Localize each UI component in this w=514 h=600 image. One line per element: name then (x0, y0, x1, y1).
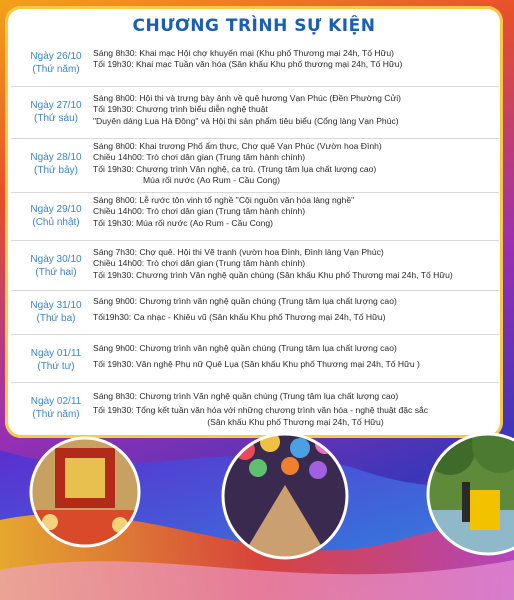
day-events (93, 247, 498, 281)
event-line: Múa rối nước (Ao Rum - Cầu Cong) (143, 174, 280, 185)
day-row (11, 290, 499, 335)
event-line: Chiều 14h00: Trò chơi dân gian (Trung tâm hành chính) (93, 152, 306, 163)
event-line: Sáng 8h00: Lễ rước tôn vinh tổ nghề "Cội nguồn văn hóa làng nghề" (93, 195, 355, 205)
event-line: (Sân khấu Khu phố Thương mại 24h, Tố Hữu) (207, 416, 384, 427)
event-line: Tối 19h30: Chương trình Văn nghệ quần chúng (Sân khấu Khu phố Thương mại 24h, Tố Hữu) (93, 269, 453, 280)
event-line: Sáng 8h00: Hội thi và trưng bày ảnh về quê hương Vạn Phúc (Đền Phường Cửi) (93, 93, 402, 103)
day-date-block (21, 253, 91, 279)
event-line: Tối 19h30: Chương trình Văn nghệ, ca trù. (Trung tâm lụa chất lượng cao) (93, 163, 377, 174)
day-weekday: (Chủ nhật) (32, 217, 80, 228)
event-line: Sáng 8h00: Khai trương Phố ẩm thực, Chợ quê Vạn Phúc (Vườn hoa Đình) (93, 141, 382, 151)
day-weekday: (Thứ bảy) (34, 165, 78, 176)
event-line: Tối 19h30: Tổng kết tuần văn hóa với những chương trình văn hóa - nghệ thuật đặc sắc (93, 405, 429, 416)
event-line: Tối 19h30: Khai mạc Tuần văn hóa (Sân khấu Khu phố thương mại 24h, Tố Hữu) (93, 59, 403, 70)
day-events (93, 195, 498, 229)
event-line: Chiều 14h00: Trò chơi dân gian (Trung tâm hành chính) (93, 206, 306, 217)
day-events (93, 343, 498, 371)
day-row (11, 86, 499, 137)
event-line: Tối19h30: Ca nhạc - Khiêu vũ (Sân khấu Khu phố Thương mại 24h, Tố Hữu) (93, 312, 386, 323)
day-events (93, 141, 498, 186)
event-line: "Duyên dáng Lụa Hà Đông" và Hội thi sản phẩm tiêu biểu (Cổng làng Vạn Phúc) (93, 115, 399, 126)
event-line: Sáng 8h30: Chương trình Văn nghệ quần chúng (Trung tâm lụa chất lượng cao) (93, 391, 399, 401)
day-date: Ngày 27/10 (30, 100, 82, 111)
day-weekday: (Thứ hai) (35, 267, 77, 278)
day-weekday: (Thứ tư) (37, 361, 75, 372)
event-line: Sáng 9h00: Chương trình văn nghệ quần chúng (Trung tâm lụa chất lượng cao) (93, 296, 397, 306)
day-weekday: (Thứ năm) (32, 409, 80, 420)
page-title: CHƯƠNG TRÌNH SỰ KIỆN (132, 16, 376, 36)
event-line: Tối 19h30: Chương trình biểu diễn nghệ thuật (93, 104, 268, 115)
day-date: Ngày 31/10 (30, 300, 82, 311)
day-weekday: (Thứ năm) (32, 64, 80, 75)
day-events (93, 296, 498, 324)
event-line: Chiều 14h00: Trò chơi dân gian (Trung tâm hành chính) (93, 258, 306, 269)
day-events (93, 48, 498, 71)
decorative-footer (0, 430, 514, 600)
day-date: Ngày 30/10 (30, 254, 82, 265)
event-line: Sáng 9h00: Chương trình văn nghệ quần chúng (Trung tâm lụa chất lượng cao) (93, 343, 397, 353)
day-date: Ngày 29/10 (30, 204, 82, 215)
day-date: Ngày 02/11 (30, 396, 82, 407)
day-date: Ngày 26/10 (30, 51, 82, 62)
day-date-block (21, 347, 91, 373)
day-events (93, 391, 498, 428)
schedule-card (5, 6, 503, 438)
day-row (11, 138, 499, 191)
day-date-block (21, 203, 91, 229)
event-line: Tối 19h30: Múa rối nước (Ao Rum - Cầu Cong) (93, 217, 273, 228)
day-date-block (21, 50, 91, 76)
day-weekday: (Thứ sáu) (34, 113, 78, 124)
day-row (11, 192, 499, 237)
event-line: Sáng 8h30: Khai mạc Hội chợ khuyến mại (Khu phố Thương mại 24h, Tố Hữu) (93, 48, 394, 58)
day-date-block (21, 395, 91, 421)
day-date-block (21, 299, 91, 325)
day-date: Ngày 01/11 (30, 348, 82, 359)
day-row (11, 42, 499, 84)
event-line: Sáng 7h30: Chợ quê. Hội thi Vẽ tranh (vườn hoa Đình, Đình làng Vạn Phúc) (93, 247, 384, 257)
day-row (11, 334, 499, 383)
day-row (11, 382, 499, 435)
day-date: Ngày 28/10 (30, 152, 82, 163)
day-date-block (21, 99, 91, 125)
event-line: Tối 19h30: Văn nghệ Phụ nữ Quê Lụa (Sân khấu Khu phố Thương mại 24h, Tố Hữu ) (93, 359, 420, 370)
day-weekday: (Thứ ba) (36, 313, 76, 324)
day-row (11, 240, 499, 291)
day-events (93, 93, 498, 127)
day-date-block (21, 151, 91, 177)
